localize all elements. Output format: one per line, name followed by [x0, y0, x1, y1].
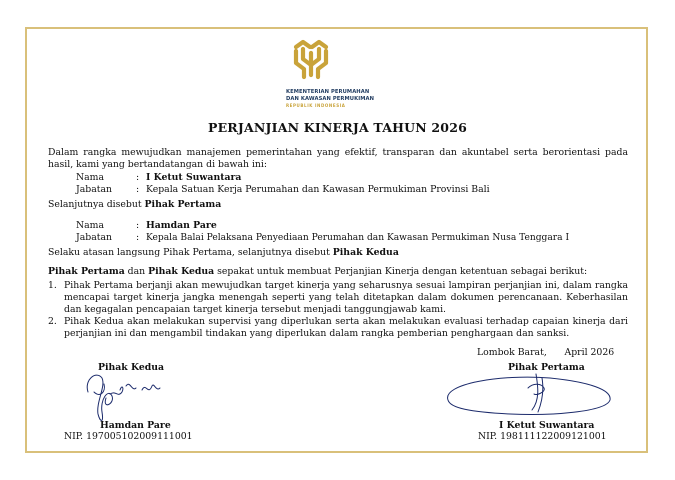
second-party-ref-bold: Pihak Kedua — [332, 247, 399, 258]
first-party-name: I Ketut Suwantara — [146, 172, 242, 183]
second-party-name-label: Nama — [76, 220, 105, 231]
right-signatory-nip: NIP. 198111122009121001 — [478, 431, 607, 442]
second-party-name-colon: : — [136, 220, 140, 231]
clause-2-number: 2. — [48, 316, 57, 327]
handwritten-signature-icon — [82, 362, 182, 428]
left-signatory-nip: NIP. 197005102009111001 — [64, 431, 193, 442]
first-party-designation — [48, 199, 221, 211]
first-party-position-label: Jabatan — [76, 184, 113, 195]
handwritten-signature-icon — [440, 366, 616, 424]
clause-1-text: Pihak Pertama berjanji akan mewujudkan target kinerja yang seharusnya sesuai lampiran perjanjian ini, dalam rangka mencapai target kinerja jangka menengah seperti yang telah ditetapkan dalam dokumen perencanaan. Keberhasilan dan kegagalan pencapaian target kinerja tersebut menjadi tanggungjawab kami. — [64, 280, 628, 315]
first-party-ref-bold: Pihak Pertama — [144, 199, 222, 210]
ministry-line-3: REPUBLIK INDONESIA — [286, 103, 346, 108]
first-party-ref-text: Selanjutnya disebut — [48, 199, 145, 210]
ministry-line-2: DAN KAWASAN PERMUKIMAN — [286, 96, 375, 102]
agreement-rest: sepakat untuk membuat Perjanjian Kinerja dengan ketentuan sebagai berikut: — [214, 266, 588, 277]
document-title: PERJANJIAN KINERJA TAHUN 2026 — [207, 120, 467, 135]
left-signatory-role: Pihak Kedua — [98, 362, 165, 373]
first-party-name-colon: : — [136, 172, 140, 183]
first-party-name-label: Nama — [76, 172, 105, 183]
agreement-party-2: Pihak Kedua — [148, 266, 215, 277]
second-party-position-colon: : — [136, 232, 140, 243]
right-signatory-name: I Ketut Suwantara — [499, 420, 595, 431]
left-signatory-name: Hamdan Pare — [100, 420, 171, 431]
ministry-emblem-icon — [288, 37, 334, 83]
clause-1-number: 1. — [48, 280, 57, 291]
place-date: Lombok Barat, April 2026 — [477, 347, 615, 358]
second-party-position: Kepala Balai Pelaksana Penyediaan Perumahan dan Kawasan Permukiman Nusa Tenggara I — [146, 233, 570, 243]
ministry-name — [286, 89, 396, 109]
second-party-designation — [48, 247, 399, 259]
second-party-position-label: Jabatan — [76, 232, 113, 243]
second-party-name: Hamdan Pare — [146, 220, 217, 231]
intro-paragraph: Dalam rangka mewujudkan manajemen pemerintahan yang efektif, transparan dan akuntabel serta berorientasi pada hasil, kami yang bertandatangan di bawah ini: — [48, 147, 628, 170]
first-party-position-colon: : — [136, 184, 140, 195]
ministry-line-1: KEMENTERIAN PERUMAHAN — [286, 89, 370, 95]
agreement-statement — [48, 266, 587, 278]
agreement-party-1: Pihak Pertama — [48, 266, 125, 277]
clause-2-text: Pihak Kedua akan melakukan supervisi yang diperlukan serta akan melakukan evaluasi terhadap capaian kinerja dari perjanjian ini dan mengambil tindakan yang diperlukan dalam rangka pemberian penghargaan dan sanksi. — [64, 316, 628, 339]
first-party-position: Kepala Satuan Kerja Perumahan dan Kawasan Permukiman Provinsi Bali — [146, 184, 490, 195]
right-signatory-role: Pihak Pertama — [508, 362, 585, 373]
agreement-and: dan — [124, 266, 149, 277]
second-party-ref-text: Selaku atasan langsung Pihak Pertama, selanjutnya disebut — [48, 247, 333, 258]
